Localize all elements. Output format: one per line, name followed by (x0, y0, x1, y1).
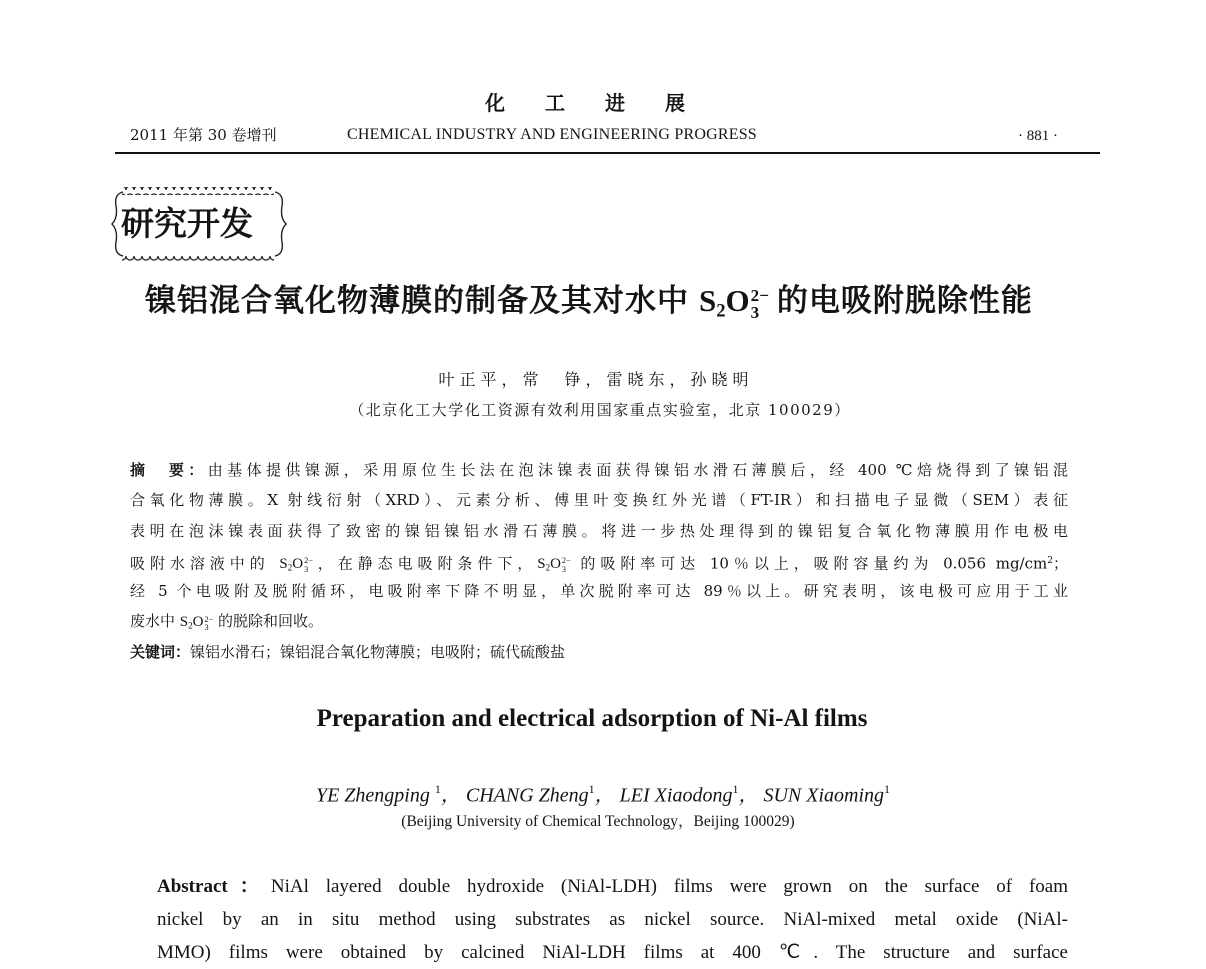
page-number: · 881 · (1018, 128, 1058, 144)
author-name: LEI Xiaodong (619, 784, 733, 807)
formula-charge: 2− (304, 556, 313, 566)
abstract-cn-line (130, 546, 1068, 576)
thiosulfate-formula (537, 556, 570, 572)
abstract-en (157, 870, 1068, 963)
title-en: Preparation and electrical adsorption of Ni-Al films (316, 705, 868, 732)
formula-s-subscript: 2 (716, 300, 726, 322)
author-affiliation-mark: 1 (884, 782, 891, 796)
journal-title-en: CHEMICAL INDUSTRY AND ENGINEERING PROGRESS (347, 126, 757, 143)
abstract-cn-line: 合氧化物薄膜。X 射线衍射（XRD）、元素分析、傅里叶变换红外光谱（FT-IR）和扫描电子显微（SEM）表征 (130, 491, 1068, 510)
abstract-cn-line (130, 455, 1068, 485)
abstract-cn-text: 废水中 (130, 612, 180, 631)
abstract-cn-text: 的吸附率可达 10％以上，吸附容量约为 0.056 mg/cm (570, 554, 1048, 573)
abstract-cn-text: 由基体提供镍源，采用原位生长法在泡沫镍表面获得镍铝水滑石薄膜后，经 400 ℃焙烧得到了镍铝混 (207, 461, 1068, 479)
thiosulfate-formula (699, 283, 769, 322)
abstract-cn-line (130, 606, 1068, 636)
issue-info: 2011 年第 30 卷增刊 (130, 126, 277, 144)
formula-o-scripts (304, 557, 313, 574)
formula-o-subscript: 3 (304, 564, 309, 574)
author-name: SUN Xiaoming (763, 784, 885, 807)
formula-s-subscript: 2 (545, 562, 551, 573)
formula-s: S (279, 556, 288, 573)
author-affiliation-mark: 1 (732, 782, 739, 796)
journal-title-cn: 化 工 进 展 (485, 91, 695, 115)
formula-s: S (179, 614, 189, 631)
formula-s: S (537, 556, 546, 573)
formula-o-scripts (204, 616, 213, 633)
keywords-cn (130, 637, 1068, 667)
unit-superscript: 2 (1047, 555, 1053, 566)
abstract-cn-line: 经 5 个电吸附及脱附循环，电吸附率下降不明显，单次脱附率可达 89％以上。研究表明，该电极可应用于工业 (130, 582, 1068, 601)
formula-o: O (292, 556, 304, 573)
author-name: CHANG Zheng (465, 784, 589, 807)
section-label: 研究开发 (121, 204, 253, 243)
formula-charge: 2− (204, 614, 214, 624)
author-affiliation-mark: 1 (588, 782, 595, 796)
formula-charge: 2− (750, 285, 769, 305)
author-name: YE Zhengping (315, 784, 435, 807)
author-separator: ， (594, 784, 620, 807)
title-cn-before: 镍铝混合氧化物薄膜的制备及其对水中 (145, 283, 689, 319)
title-cn (145, 283, 1033, 330)
header-rule (115, 152, 1100, 154)
affiliation-en: (Beijing University of Chemical Technology，Beijing 100029) (401, 813, 795, 830)
formula-o-scripts (562, 557, 571, 574)
abstract-cn-label: 摘 要： (130, 461, 208, 479)
formula-o: O (550, 556, 561, 573)
formula-o: O (192, 614, 204, 631)
formula-charge: 2− (561, 556, 571, 566)
abstract-cn-line: 表明在泡沫镍表面获得了致密的镍铝镍铝水滑石薄膜。将进一步热处理得到的镍铝复合氧化物薄膜用作电极电 (130, 521, 1068, 540)
abstract-cn-text: 吸附水溶液中的 (130, 554, 280, 573)
formula-s: S (699, 283, 717, 318)
abstract-cn (130, 455, 1068, 667)
abstract-en-line: nickel by an in situ method using substrates as nickel source. NiAl-mixed metal oxide (NiAl- (157, 909, 1068, 930)
abstract-en-line (157, 870, 1068, 903)
abstract-cn-text: ； (1052, 554, 1068, 573)
authors-en (0, 776, 1206, 808)
formula-o: O (725, 283, 750, 318)
title-cn-after: 的电吸附脱除性能 (776, 283, 1033, 319)
thiosulfate-formula (279, 556, 312, 572)
formula-o-scripts (751, 287, 769, 321)
formula-o-subscript: 3 (561, 564, 567, 574)
author-affiliation-mark: 1 (434, 782, 441, 796)
formula-s-subscript: 2 (287, 562, 293, 573)
keywords-cn-label: 关键词： (130, 642, 191, 661)
abstract-en-label: Abstract： (157, 876, 271, 897)
formula-o-subscript: 3 (204, 622, 209, 632)
authors-cn: 叶正平，常 铮，雷晓东，孙晓明 (438, 370, 754, 389)
abstract-en-text: NiAl layered double hydroxide (NiAl-LDH) films were grown on the surface of foam (270, 876, 1068, 897)
thiosulfate-formula (180, 614, 213, 630)
author-separator: ， (738, 784, 764, 807)
abstract-cn-text: 的脱除和回收。 (213, 612, 324, 631)
formula-o-subscript: 3 (750, 302, 760, 322)
formula-s-subscript: 2 (188, 621, 193, 632)
abstract-cn-text: ，在静态电吸附条件下， (312, 554, 538, 573)
abstract-en-line: MMO) films were obtained by calcined NiAl-LDH films at 400 ℃. The structure and surface (157, 942, 1068, 963)
affiliation-cn: （北京化工大学化工资源有效利用国家重点实验室，北京 100029） (349, 401, 851, 419)
author-separator: ， (440, 784, 466, 807)
keywords-cn-text: 镍铝水滑石；镍铝混合氧化物薄膜；电吸附；硫代硫酸盐 (190, 642, 566, 661)
